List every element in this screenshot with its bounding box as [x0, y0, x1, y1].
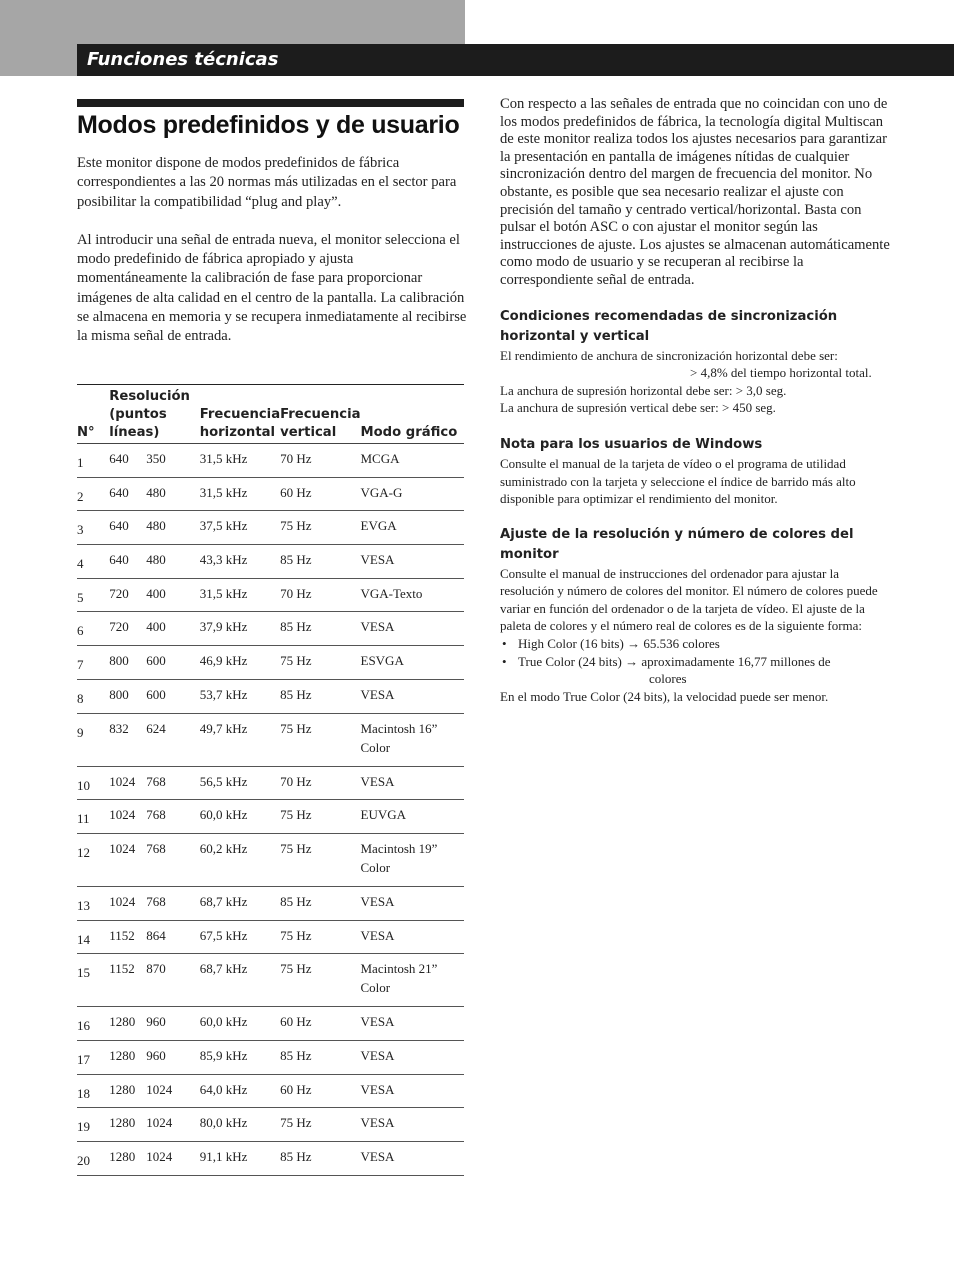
- row-vertical-frequency: 85 Hz: [280, 1040, 360, 1074]
- row-number: 16: [77, 1007, 109, 1041]
- row-horizontal-frequency: 85,9 kHz: [200, 1040, 280, 1074]
- row-number: 6: [77, 612, 109, 646]
- header-no: N°: [77, 385, 109, 444]
- table-row: [77, 1040, 464, 1074]
- table-row: [77, 1142, 464, 1176]
- color-list: [500, 635, 890, 688]
- bullet-mark: •: [502, 636, 507, 652]
- row-number: 14: [77, 920, 109, 954]
- row-resolution: 1152 870: [109, 954, 199, 1007]
- row-number: 18: [77, 1074, 109, 1108]
- sync-line-2: > 4,8% del tiempo horizontal total.: [690, 365, 872, 381]
- row-horizontal-frequency: 56,5 kHz: [200, 766, 280, 800]
- sync-heading: Condiciones recomendadas de sincronización horizontal y vertical: [500, 308, 838, 344]
- section-label: Funciones técnicas: [87, 49, 279, 70]
- row-graphic-mode: VESA: [361, 766, 465, 800]
- row-graphic-mode: Macintosh 19” Color: [361, 833, 465, 886]
- header-resolution: Resolución (puntos líneas): [109, 385, 199, 444]
- row-horizontal-frequency: 49,7 kHz: [200, 713, 280, 766]
- row-resolution: 1280 1024: [109, 1074, 199, 1108]
- row-vertical-frequency: 85 Hz: [280, 679, 360, 713]
- row-graphic-mode: Macintosh 21” Color: [361, 954, 465, 1007]
- row-resolution: 640 480: [109, 511, 199, 545]
- table-row: [77, 833, 464, 886]
- resolution-text: Consulte el manual de instrucciones del ordenador para ajustar la resolución y número de colores del monitor. El número de colores puede variar en función del ordenador o de la tarjeta de vídeo. El ajuste de la paleta de colores y el número real de colores es de la siguiente forma:: [500, 565, 878, 634]
- row-vertical-frequency: 75 Hz: [280, 713, 360, 766]
- row-resolution: 1280 960: [109, 1040, 199, 1074]
- header-horizontal-frequency: Frecuencia horizontal: [200, 385, 280, 444]
- row-resolution: 1280 1024: [109, 1142, 199, 1176]
- header-graphic-mode: Modo gráfico: [361, 385, 465, 444]
- row-vertical-frequency: 75 Hz: [280, 511, 360, 545]
- table-row: [77, 920, 464, 954]
- row-horizontal-frequency: 43,3 kHz: [200, 545, 280, 579]
- row-resolution: 640 480: [109, 477, 199, 511]
- row-graphic-mode: VESA: [361, 612, 465, 646]
- row-horizontal-frequency: 91,1 kHz: [200, 1142, 280, 1176]
- resolution-note: En el modo True Color (24 bits), la velocidad puede ser menor.: [500, 688, 829, 704]
- row-resolution: 1024 768: [109, 886, 199, 920]
- row-graphic-mode: VESA: [361, 1040, 465, 1074]
- row-vertical-frequency: 75 Hz: [280, 800, 360, 834]
- row-graphic-mode: EVGA: [361, 511, 465, 545]
- table-row: [77, 1074, 464, 1108]
- row-horizontal-frequency: 68,7 kHz: [200, 886, 280, 920]
- row-number: 20: [77, 1142, 109, 1176]
- row-graphic-mode: VESA: [361, 886, 465, 920]
- page-title: Modos predefinidos y de usuario: [77, 111, 460, 139]
- list-item: • True Color (24 bits) → aproximadamente 16,77 millones de colores: [502, 653, 831, 687]
- table-row: [77, 1007, 464, 1041]
- row-number: 2: [77, 477, 109, 511]
- arrow-right-icon: →: [627, 636, 641, 652]
- row-vertical-frequency: 60 Hz: [280, 477, 360, 511]
- list-item: • High Color (16 bits) → 65.536 colores: [502, 636, 720, 652]
- resolution-heading: Ajuste de la resolución y número de colores del monitor: [500, 526, 854, 562]
- row-graphic-mode: VESA: [361, 1007, 465, 1041]
- row-horizontal-frequency: 37,5 kHz: [200, 511, 280, 545]
- row-graphic-mode: VESA: [361, 920, 465, 954]
- row-number: 17: [77, 1040, 109, 1074]
- row-resolution: 800 600: [109, 679, 199, 713]
- row-graphic-mode: VGA-G: [361, 477, 465, 511]
- row-vertical-frequency: 70 Hz: [280, 766, 360, 800]
- sync-line-4: La anchura de supresión vertical debe ser: > 450 seg.: [500, 400, 776, 416]
- row-resolution: 1024 768: [109, 833, 199, 886]
- row-horizontal-frequency: 60,2 kHz: [200, 833, 280, 886]
- row-horizontal-frequency: 64,0 kHz: [200, 1074, 280, 1108]
- preset-modes-table: [77, 384, 464, 1176]
- row-horizontal-frequency: 80,0 kHz: [200, 1108, 280, 1142]
- table-row: [77, 612, 464, 646]
- table-header-row: [77, 385, 464, 444]
- row-vertical-frequency: 75 Hz: [280, 920, 360, 954]
- table-row: [77, 886, 464, 920]
- row-resolution: 1280 960: [109, 1007, 199, 1041]
- multiscan-paragraph: Con respecto a las señales de entrada que no coincidan con uno de los modos predefinidos de fábrica, la tecnología digital Multiscan de este monitor realiza todos los ajustes necesarios para garantizar la presentación en pantalla de imágenes nítidas de cualquier sincronización dentro del margen de frecuencia del monitor. No obstante, es posible que sea necesario realizar el ajuste con precisión del tamaño y centrado vertical/horizontal. Basta con pulsar el botón ASC o con ajustar el monitor según las instrucciones de ajuste. Los ajustes se almacenan automáticamente como modo de usuario y se recuperan al recibirse la correspondiente señal de entrada.: [500, 96, 890, 288]
- row-horizontal-frequency: 31,5 kHz: [200, 444, 280, 478]
- row-graphic-mode: VESA: [361, 1108, 465, 1142]
- row-horizontal-frequency: 31,5 kHz: [200, 477, 280, 511]
- windows-text: Consulte el manual de la tarjeta de vídeo o el programa de utilidad suministrado con la tarjeta y seleccione el índice de barrido más alto disponible para optimizar el rendimiento del monitor.: [500, 455, 856, 507]
- row-number: 8: [77, 679, 109, 713]
- header-vertical-frequency: Frecuencia vertical: [280, 385, 360, 444]
- row-vertical-frequency: 85 Hz: [280, 1142, 360, 1176]
- row-resolution: 832 624: [109, 713, 199, 766]
- row-number: 9: [77, 713, 109, 766]
- row-vertical-frequency: 75 Hz: [280, 954, 360, 1007]
- table-row: [77, 646, 464, 680]
- resolution-section: [500, 525, 890, 706]
- table-row: [77, 1108, 464, 1142]
- row-number: 7: [77, 646, 109, 680]
- row-graphic-mode: ESVGA: [361, 646, 465, 680]
- row-graphic-mode: EUVGA: [361, 800, 465, 834]
- row-vertical-frequency: 75 Hz: [280, 833, 360, 886]
- row-horizontal-frequency: 67,5 kHz: [200, 920, 280, 954]
- row-horizontal-frequency: 37,9 kHz: [200, 612, 280, 646]
- left-column: [77, 154, 467, 347]
- row-graphic-mode: VESA: [361, 545, 465, 579]
- row-resolution: 640 480: [109, 545, 199, 579]
- table-row: [77, 766, 464, 800]
- row-number: 19: [77, 1108, 109, 1142]
- row-horizontal-frequency: 53,7 kHz: [200, 679, 280, 713]
- row-horizontal-frequency: 46,9 kHz: [200, 646, 280, 680]
- table-row: [77, 713, 464, 766]
- row-vertical-frequency: 85 Hz: [280, 886, 360, 920]
- row-number: 15: [77, 954, 109, 1007]
- row-vertical-frequency: 70 Hz: [280, 444, 360, 478]
- row-horizontal-frequency: 31,5 kHz: [200, 578, 280, 612]
- row-number: 11: [77, 800, 109, 834]
- table-row: [77, 477, 464, 511]
- row-vertical-frequency: 60 Hz: [280, 1074, 360, 1108]
- row-resolution: 1024 768: [109, 766, 199, 800]
- row-number: 1: [77, 444, 109, 478]
- row-number: 12: [77, 833, 109, 886]
- row-resolution: 1152 864: [109, 920, 199, 954]
- sync-line-3: La anchura de supresión horizontal debe ser: > 3,0 seg.: [500, 382, 787, 398]
- windows-section: [500, 435, 890, 508]
- row-resolution: 720 400: [109, 612, 199, 646]
- row-horizontal-frequency: 60,0 kHz: [200, 1007, 280, 1041]
- intro-paragraph-1: Este monitor dispone de modos predefinidos de fábrica correspondientes a las 20 normas más utilizadas en el sector para posibilitar la compatibilidad “plug and play”.: [77, 155, 457, 210]
- row-vertical-frequency: 75 Hz: [280, 646, 360, 680]
- row-resolution: 1024 768: [109, 800, 199, 834]
- row-vertical-frequency: 70 Hz: [280, 578, 360, 612]
- row-number: 4: [77, 545, 109, 579]
- windows-heading: Nota para los usuarios de Windows: [500, 436, 763, 452]
- row-graphic-mode: Macintosh 16” Color: [361, 713, 465, 766]
- row-vertical-frequency: 85 Hz: [280, 612, 360, 646]
- intro-paragraph-2: Al introducir una señal de entrada nueva, el monitor selecciona el modo predefinido de fábrica apropiado y ajusta momentáneamente la calibración de fase para proporcionar imágenes de alta calidad en el centro de la pantalla. La calibración se almacena en memoria y se recupera inmediatamente al recibirse la misma señal de entrada.: [77, 231, 467, 345]
- row-number: 3: [77, 511, 109, 545]
- row-number: 13: [77, 886, 109, 920]
- row-graphic-mode: VESA: [361, 1142, 465, 1176]
- row-number: 10: [77, 766, 109, 800]
- row-vertical-frequency: 85 Hz: [280, 545, 360, 579]
- row-graphic-mode: VGA-Texto: [361, 578, 465, 612]
- row-graphic-mode: VESA: [361, 1074, 465, 1108]
- right-column: [500, 96, 890, 705]
- row-vertical-frequency: 75 Hz: [280, 1108, 360, 1142]
- row-resolution: 640 350: [109, 444, 199, 478]
- row-graphic-mode: VESA: [361, 679, 465, 713]
- row-graphic-mode: MCGA: [361, 444, 465, 478]
- row-vertical-frequency: 60 Hz: [280, 1007, 360, 1041]
- table-row: [77, 954, 464, 1007]
- row-resolution: 800 600: [109, 646, 199, 680]
- sync-section: [500, 307, 890, 417]
- table-row: [77, 444, 464, 478]
- row-horizontal-frequency: 60,0 kHz: [200, 800, 280, 834]
- table-row: [77, 578, 464, 612]
- sync-line-1: El rendimiento de anchura de sincronización horizontal debe ser:: [500, 347, 838, 363]
- table-row: [77, 545, 464, 579]
- row-resolution: 1280 1024: [109, 1108, 199, 1142]
- table-row: [77, 679, 464, 713]
- table-row: [77, 511, 464, 545]
- row-number: 5: [77, 578, 109, 612]
- title-rule: [77, 99, 464, 107]
- bullet-mark: •: [502, 653, 507, 669]
- table-row: [77, 800, 464, 834]
- arrow-right-icon: →: [625, 653, 639, 669]
- row-horizontal-frequency: 68,7 kHz: [200, 954, 280, 1007]
- row-resolution: 720 400: [109, 578, 199, 612]
